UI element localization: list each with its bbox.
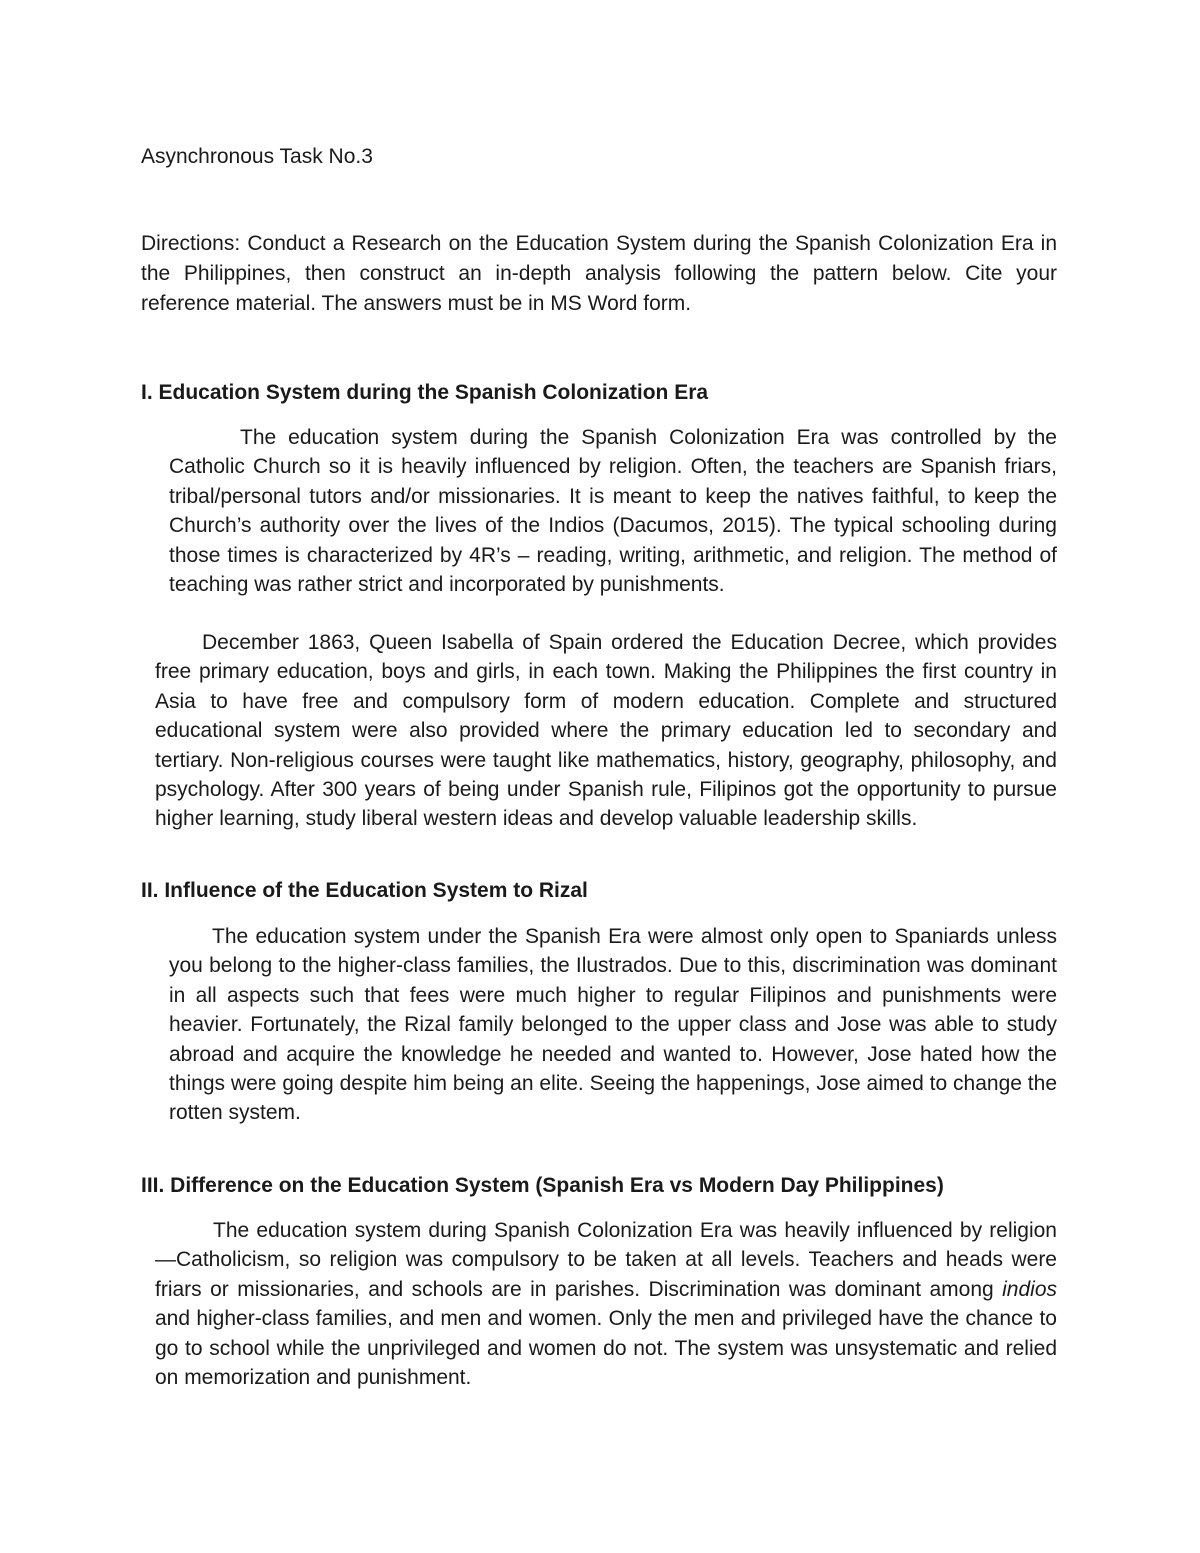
section-1-paragraph-2: December 1863, Queen Isabella of Spain ordered the Education Decree, which provides free primary education, boys and girls, in each town. Making the Philippines the first country in Asia to have free and compulsory form of modern education. Complete and structured educational system were also provided where the primary education led to secondary and tertiary. Non-religious courses were taught like mathematics, history, geography, philosophy, and psychology. After 300 years of being under Spanish rule, Filipinos got the opportunity to pursue higher learning, study liberal western ideas and develop valuable leadership skills.	[155, 631, 1057, 831]
section-3-italic-term: indios	[1002, 1277, 1057, 1301]
section-3-text-before-italic: The education system during Spanish Colonization Era was heavily influenced by religion—Catholicism, so religion was compulsory to be taken at all levels. Teachers and heads were friars or missionaries, and schools are in parishes. Discrimination was dominant among	[155, 1219, 1057, 1301]
section-1-paragraph-1: The education system during the Spanish Colonization Era was controlled by the Catholic Church so it is heavily influenced by religion. Often, the teachers are Spanish friars, tribal/personal tutors and/or missionaries. It is meant to keep the natives faithful, to keep the Church’s authority over the lives of the Indios (Dacumos, 2015). The typical schooling during those times is characterized by 4R’s – reading, writing, arithmetic, and religion. The method of teaching was rather strict and incorporated by punishments.	[169, 426, 1057, 597]
section-1-heading: I. Education System during the Spanish Colonization Era	[141, 381, 709, 404]
directions-paragraph: Directions: Conduct a Research on the Education System during the Spanish Colonization Era in the Philippines, then construct an in-depth analysis following the pattern below. Cite your reference material. The answers must be in MS Word form.	[141, 232, 1057, 315]
section-2-heading: II. Influence of the Education System to Rizal	[141, 879, 588, 902]
section-3-heading: III. Difference on the Education System (Spanish Era vs Modern Day Philippines)	[141, 1174, 944, 1197]
document-title: Asynchronous Task No.3	[141, 145, 373, 168]
section-2-paragraph-1: The education system under the Spanish Era were almost only open to Spaniards unless you belong to the higher-class families, the Ilustrados. Due to this, discrimination was dominant in all aspects such that fees were much higher to regular Filipinos and punishments were heavier. Fortunately, the Rizal family belonged to the upper class and Jose was able to study abroad and acquire the knowledge he needed and wanted to. However, Jose hated how the things were going despite him being an elite. Seeing the happenings, Jose aimed to change the rotten system.	[169, 925, 1057, 1125]
section-3-text-after-italic: and higher-class families, and men and women. Only the men and privileged have the chance to go to school while the unprivileged and women do not. The system was unsystematic and relied on memorization and punishment.	[155, 1307, 1057, 1390]
section-3-paragraph-1	[155, 1216, 1057, 1392]
